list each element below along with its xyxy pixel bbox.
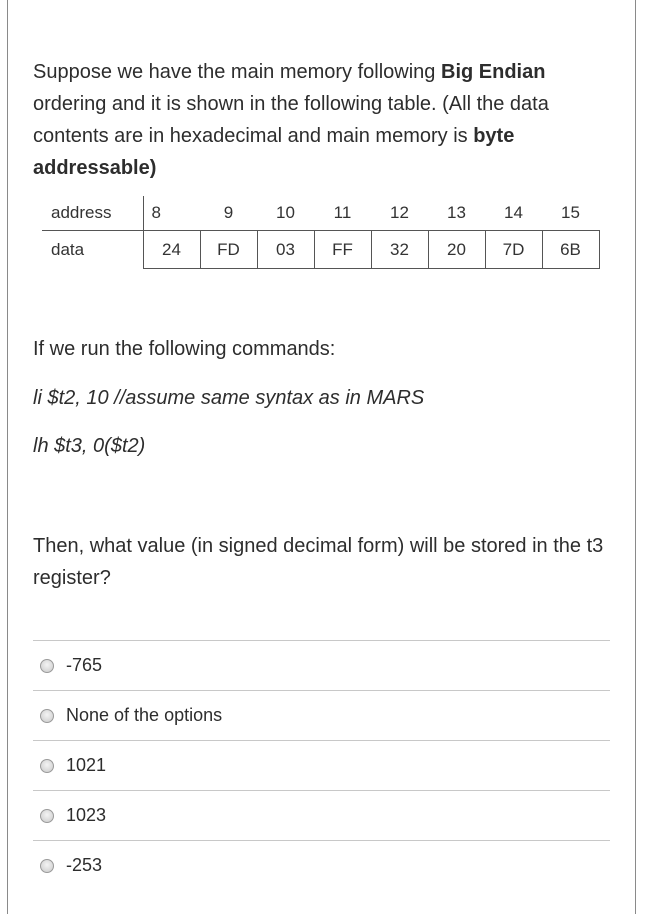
address-cell: 10	[276, 203, 295, 222]
address-label: address	[51, 203, 112, 222]
address-cell: 15	[561, 203, 580, 222]
address-row	[42, 196, 599, 231]
memory-table	[42, 196, 600, 269]
address-cell: 12	[390, 203, 409, 222]
radio-button[interactable]	[40, 859, 54, 873]
byte-addressable-bold: byte addressable)	[33, 125, 515, 179]
option-label[interactable]: None of the options	[66, 705, 223, 725]
option-label[interactable]: 1023	[66, 805, 107, 825]
option-row[interactable]	[33, 740, 610, 790]
command-line-li: li $t2, 10 //assume same syntax as in MARS	[33, 387, 425, 409]
option-label[interactable]: -765	[66, 655, 103, 675]
option-row[interactable]	[33, 790, 610, 840]
address-cell: 13	[447, 203, 466, 222]
address-cell: 8	[143, 196, 200, 231]
data-row	[42, 231, 599, 269]
commands-heading: If we run the following commands:	[33, 338, 336, 360]
option-row[interactable]	[33, 840, 610, 890]
radio-button[interactable]	[40, 659, 54, 673]
data-cell: FF	[314, 231, 371, 269]
option-row[interactable]	[33, 640, 610, 690]
data-cell: 20	[428, 231, 485, 269]
address-cell: 11	[333, 203, 352, 222]
command-line-lh: lh $t3, 0($t2)	[33, 435, 146, 457]
big-endian-bold: Big Endian	[441, 61, 546, 83]
data-cell: FD	[200, 231, 257, 269]
data-cell: 32	[371, 231, 428, 269]
option-row[interactable]	[33, 690, 610, 740]
answer-options	[33, 640, 610, 890]
question-text: Then, what value (in signed decimal form) will be stored in the t3 register?	[33, 535, 604, 589]
data-cell: 7D	[485, 231, 542, 269]
data-cell: 24	[143, 231, 200, 269]
data-cell: 6B	[542, 231, 599, 269]
question-intro: Suppose we have the main memory following Big Endian ordering and it is shown in the following table. (All the data contents are in hexadecimal and main memory is byte addressable)	[33, 61, 549, 179]
address-cell: 14	[504, 203, 523, 222]
option-label[interactable]: -253	[66, 855, 103, 875]
option-label[interactable]: 1021	[66, 755, 107, 775]
radio-button[interactable]	[40, 709, 54, 723]
radio-button[interactable]	[40, 809, 54, 823]
data-cell: 03	[257, 231, 314, 269]
radio-button[interactable]	[40, 759, 54, 773]
data-label: data	[42, 231, 143, 269]
address-cell: 9	[223, 203, 234, 222]
